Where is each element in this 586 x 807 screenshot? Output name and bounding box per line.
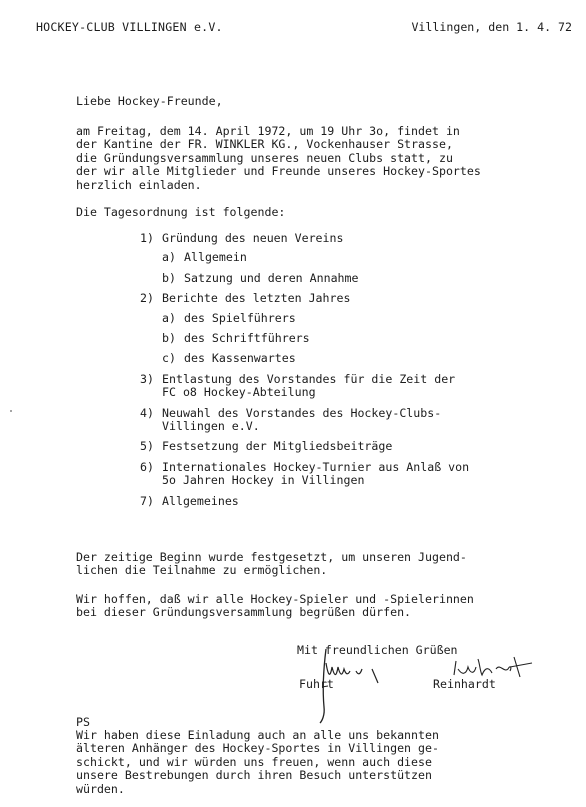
intro-paragraph: am Freitag, dem 14. April 1972, um 19 Uhr 3o, findet in der Kantine der FR. WINKLER KG., Vockenhauser Strasse, die Gründungsversammlung unseres neuen Clubs statt, zu der wir alle Mitglieder und Freunde unseres Hockey-Sportes herzlich einladen. bbox=[76, 124, 481, 192]
agenda-item bbox=[140, 407, 469, 434]
start-time-paragraph: Der zeitige Beginn wurde festgesetzt, um unseren Jugend- lichen die Teilnahme zu ermöglichen. bbox=[76, 550, 467, 578]
agenda-item-number: 3) bbox=[140, 371, 154, 386]
signatory-left-name: Fuhrt bbox=[299, 677, 334, 691]
club-name-header: HOCKEY-CLUB VILLINGEN e.V. bbox=[36, 20, 223, 34]
agenda-item-text: Entlastung des Vorstandes für die Zeit der FC o8 Hockey-Abteilung bbox=[162, 371, 456, 400]
agenda-item bbox=[140, 373, 469, 400]
agenda-subitem-letter: a) bbox=[162, 310, 176, 325]
agenda-item bbox=[140, 440, 469, 453]
paper-speck bbox=[10, 410, 12, 412]
agenda-subitem-text: Allgemein bbox=[184, 250, 247, 265]
hope-paragraph: Wir hoffen, daß wir alle Hockey-Spieler und -Spielerinnen bei dieser Gründungsversammlung begrüßen dürfen. bbox=[76, 592, 474, 620]
agenda-item-number: 2) bbox=[140, 291, 154, 306]
agenda-item-text: Neuwahl des Vorstandes des Hockey-Clubs- Villingen e.V. bbox=[162, 405, 442, 434]
place-date-header: Villingen, den 1. 4. 72 bbox=[411, 20, 572, 34]
agenda-subitem bbox=[162, 312, 469, 325]
agenda-subitem bbox=[162, 251, 469, 264]
postscript-label: PS bbox=[76, 715, 90, 729]
agenda-item bbox=[140, 461, 469, 488]
agenda-item-number: 1) bbox=[140, 231, 154, 245]
agenda-item-text: Berichte des letzten Jahres bbox=[162, 291, 351, 306]
agenda-item bbox=[140, 292, 469, 366]
agenda-item-number: 6) bbox=[140, 459, 154, 474]
handwritten-signature-left bbox=[312, 645, 392, 725]
agenda-item-number: 5) bbox=[140, 439, 154, 454]
agenda-subitem bbox=[162, 272, 469, 285]
agenda-subitem-text: des Kassenwartes bbox=[184, 351, 296, 366]
agenda-item-text: Festsetzung der Mitgliedsbeiträge bbox=[162, 439, 393, 454]
agenda-subitem-letter: b) bbox=[162, 270, 176, 285]
signatory-right-name: Reinhardt bbox=[433, 677, 496, 691]
agenda-subitem-letter: c) bbox=[162, 351, 176, 366]
agenda-item bbox=[140, 232, 469, 285]
agenda-item bbox=[140, 495, 469, 508]
closing-greeting: Mit freundlichen Grüßen bbox=[297, 643, 458, 657]
agenda-subitem-text: des Spielführers bbox=[184, 310, 296, 325]
agenda-intro: Die Tagesordnung ist folgende: bbox=[76, 205, 286, 219]
salutation: Liebe Hockey-Freunde, bbox=[76, 94, 223, 108]
agenda-item-number: 4) bbox=[140, 405, 154, 420]
agenda-subitem-letter: a) bbox=[162, 250, 176, 265]
agenda-subitem-letter: b) bbox=[162, 331, 176, 346]
postscript-text: Wir haben diese Einladung auch an alle uns bekannten älteren Anhänger des Hockey-Sportes in Villingen ge- schickt, und wir würden uns freuen, wenn auch diese unsere Bestrebungen durch ihren Besuch unterstützen würden. bbox=[76, 728, 439, 796]
agenda-subitem bbox=[162, 332, 469, 345]
agenda-subitem-text: Satzung und deren Annahme bbox=[184, 270, 359, 285]
agenda-item-text: Internationales Hockey-Turnier aus Anlaß von 5o Jahren Hockey in Villingen bbox=[162, 459, 470, 488]
agenda-list bbox=[140, 232, 469, 515]
agenda-subitem bbox=[162, 352, 469, 365]
agenda-subitem-text: des Schriftführers bbox=[184, 331, 310, 346]
agenda-item-text: Allgemeines bbox=[162, 493, 239, 508]
agenda-item-number: 7) bbox=[140, 493, 154, 508]
agenda-item-text: Gründung des neuen Vereins bbox=[162, 231, 344, 245]
handwritten-signature-right bbox=[446, 655, 536, 683]
